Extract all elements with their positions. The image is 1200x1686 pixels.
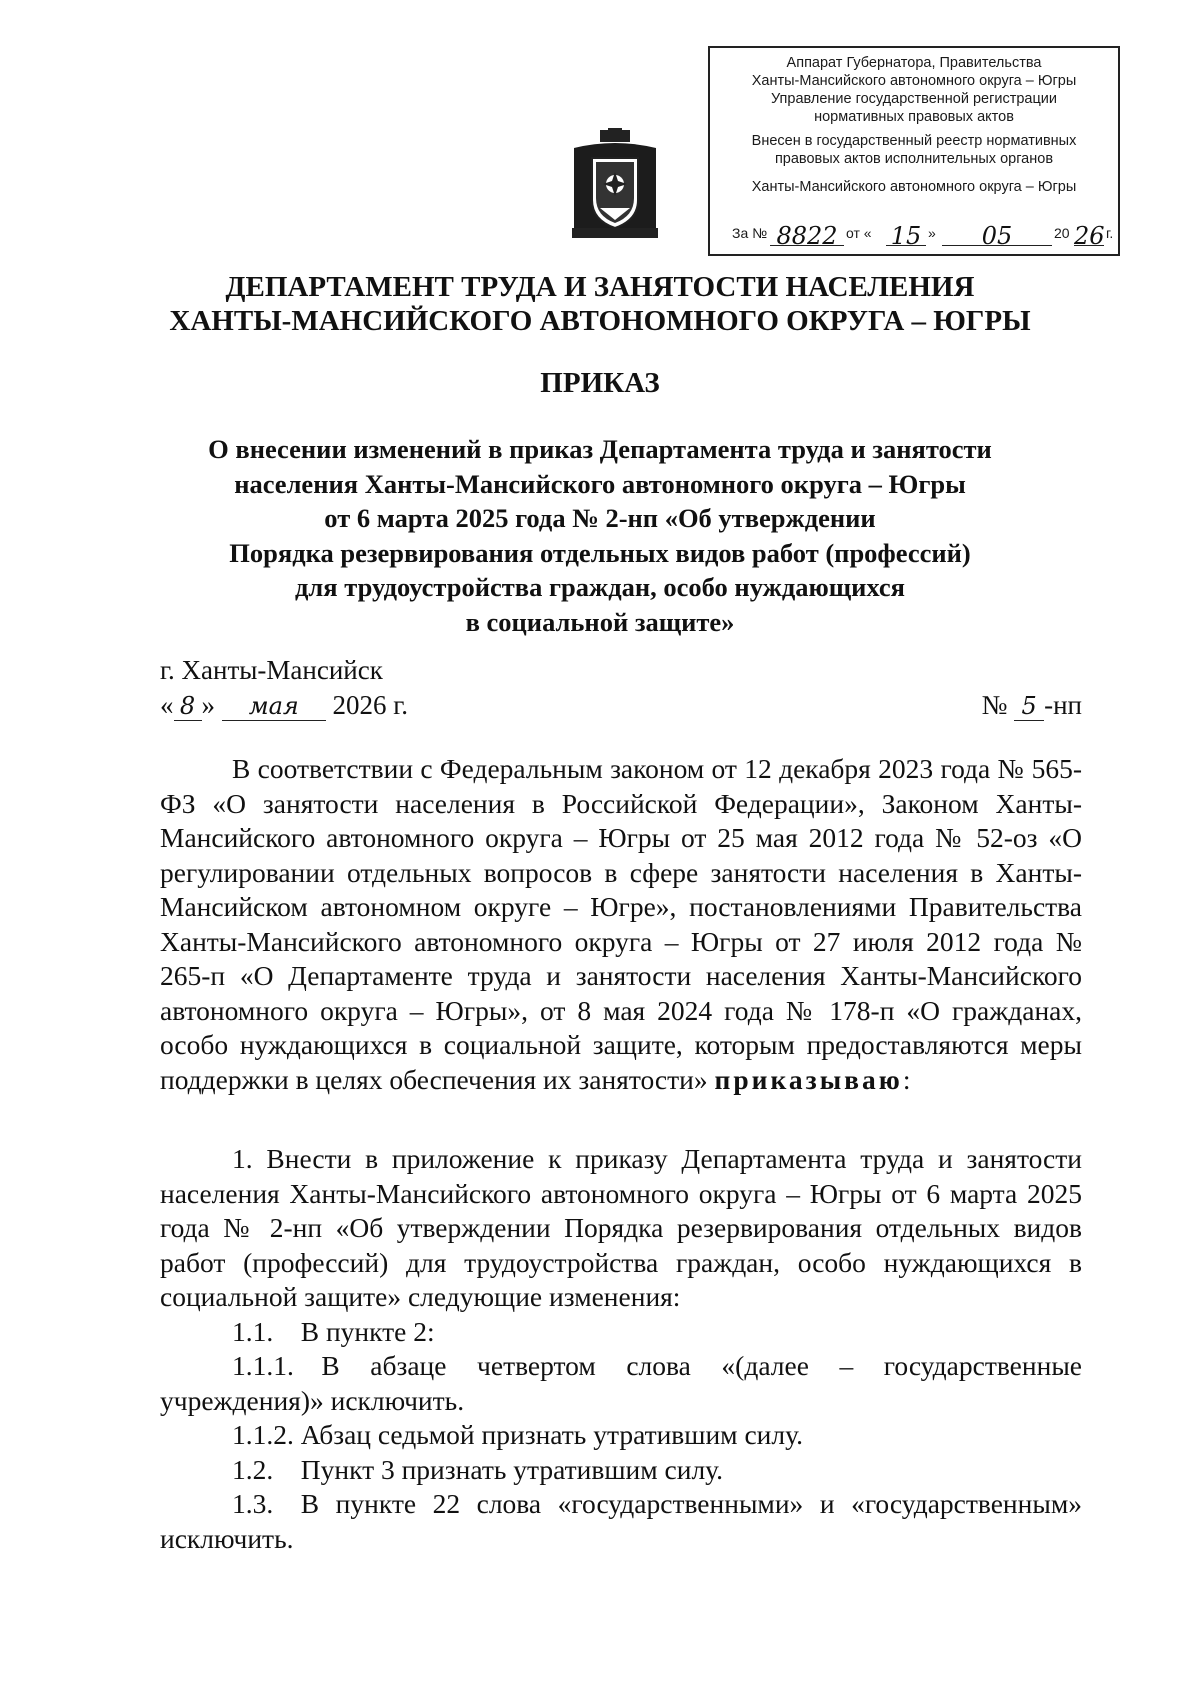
stamp-line: Управление государственной регистрации <box>770 91 1058 107</box>
department-line: ДЕПАРТАМЕНТ ТРУДА И ЗАНЯТОСТИ НАСЕЛЕНИЯ <box>225 271 975 303</box>
preamble-text: В соответствии с Федеральным законом от 12 декабря 2023 года № 565-ФЗ «О занятости населения в Российской Федерации», Законом Ханты-Мансийского автономного округа – Югры от 25 мая 2012 года № 52-оз «О регулировании отдельных вопросов в сфере занятости населения в Ханты-Мансийском автономном округе – Югре», постановлениями Правительства Ханты-Мансийского автономного округа – Югры от 27 июля 2012 года № 265-п «О Департаменте труда и занятости населения Ханты-Мансийского автономного округа – Югры», от 8 мая 2024 года № 178-п «О гражданах, особо нуждающихся в социальной защите, которым предоставляются меры поддержки в целях обеспечения их занятости» <box>160 753 1082 1095</box>
department-name <box>0 270 1200 338</box>
subject-line: для трудоустройства граждан, особо нуждающихся <box>295 572 905 602</box>
document-subject <box>0 432 1200 639</box>
date-close-quote: » <box>201 690 215 720</box>
item-1-3: 1.3. В пункте 22 слова «государственными» и «государственным» исключить. <box>160 1488 1082 1554</box>
order-word: приказываю <box>714 1063 903 1095</box>
stamp-line: Ханты-Мансийского автономного округа – Югры <box>751 73 1077 89</box>
city: г. Ханты-Мансийск <box>160 655 383 685</box>
stamp-reg-year-suffix: г. <box>1106 225 1114 241</box>
department-line: ХАНТЫ-МАНСИЙСКОГО АВТОНОМНОГО ОКРУГА – ЮГРЫ <box>169 305 1031 337</box>
document-type: ПРИКАЗ <box>540 367 660 399</box>
number-suffix: -нп <box>1044 690 1082 720</box>
stamp-line: Внесен в государственный реестр нормативных <box>751 133 1077 149</box>
document-items <box>160 1142 1082 1556</box>
date-month: мая <box>222 692 326 721</box>
date-open-quote: « <box>160 690 174 720</box>
stamp-line: правовых актов исполнительных органов <box>774 151 1054 167</box>
subject-line: в социальной защите» <box>465 606 735 637</box>
item-1-1-1: 1.1.1. В абзаце четвертом слова «(далее – государственные учреждения)» исключить. <box>160 1350 1082 1416</box>
stamp-reg-day: 15 <box>886 227 926 246</box>
stamp-reg-year: 26 <box>1074 222 1105 250</box>
stamp-reg-month: 05 <box>942 227 1052 246</box>
stamp-line: Аппарат Губернатора, Правительства <box>786 55 1042 71</box>
date-day: 8 <box>174 692 202 721</box>
order-colon: : <box>902 1063 911 1095</box>
stamp-line: Ханты-Мансийского автономного округа – Югры <box>751 179 1077 195</box>
subject-line: Порядка резервирования отдельных видов работ (профессий) <box>229 537 971 568</box>
item-1-1: 1.1. В пункте 2: <box>232 1315 435 1347</box>
item-1: 1. Внести в приложение к приказу Департамента труда и занятости населения Ханты-Мансийского автономного округа – Югры от 6 марта 2025 года № 2-нп «Об утверждении Порядка резервирования отдельных видов работ (профессий) для трудоустройства граждан, особо нуждающихся в социальной защите» следующие изменения: <box>160 1143 1082 1312</box>
subject-line: О внесении изменений в приказ Департамента труда и занятости <box>208 434 992 464</box>
subject-line: населения Ханты-Мансийского автономного округа – Югры <box>234 468 966 499</box>
stamp-reg-year-prefix: 20 <box>1054 225 1070 241</box>
coat-of-arms-icon <box>570 128 660 240</box>
stamp-reg-from: от « <box>846 225 872 241</box>
stamp-line: нормативных правовых актов <box>814 109 1014 125</box>
item-1-2: 1.2. Пункт 3 признать утратившим силу. <box>232 1453 724 1485</box>
stamp-reg-number: 8822 <box>770 227 844 246</box>
preamble-paragraph <box>160 752 1082 1097</box>
document-number <box>982 690 1082 721</box>
document-body <box>160 752 1082 1097</box>
stamp-registration-line <box>726 216 1114 250</box>
number-value: 5 <box>1014 692 1044 721</box>
subject-line: от 6 марта 2025 года № 2-нп «Об утверждении <box>324 503 876 533</box>
date-year: 2026 г. <box>332 690 409 720</box>
stamp-reg-prefix: За № <box>732 225 768 241</box>
registration-stamp <box>708 46 1120 256</box>
number-prefix: № <box>981 690 1008 720</box>
item-1-1-2: 1.1.2. Абзац седьмой признать утратившим силу. <box>232 1419 803 1450</box>
document-date <box>160 690 408 721</box>
stamp-reg-day-close: » <box>928 225 936 241</box>
